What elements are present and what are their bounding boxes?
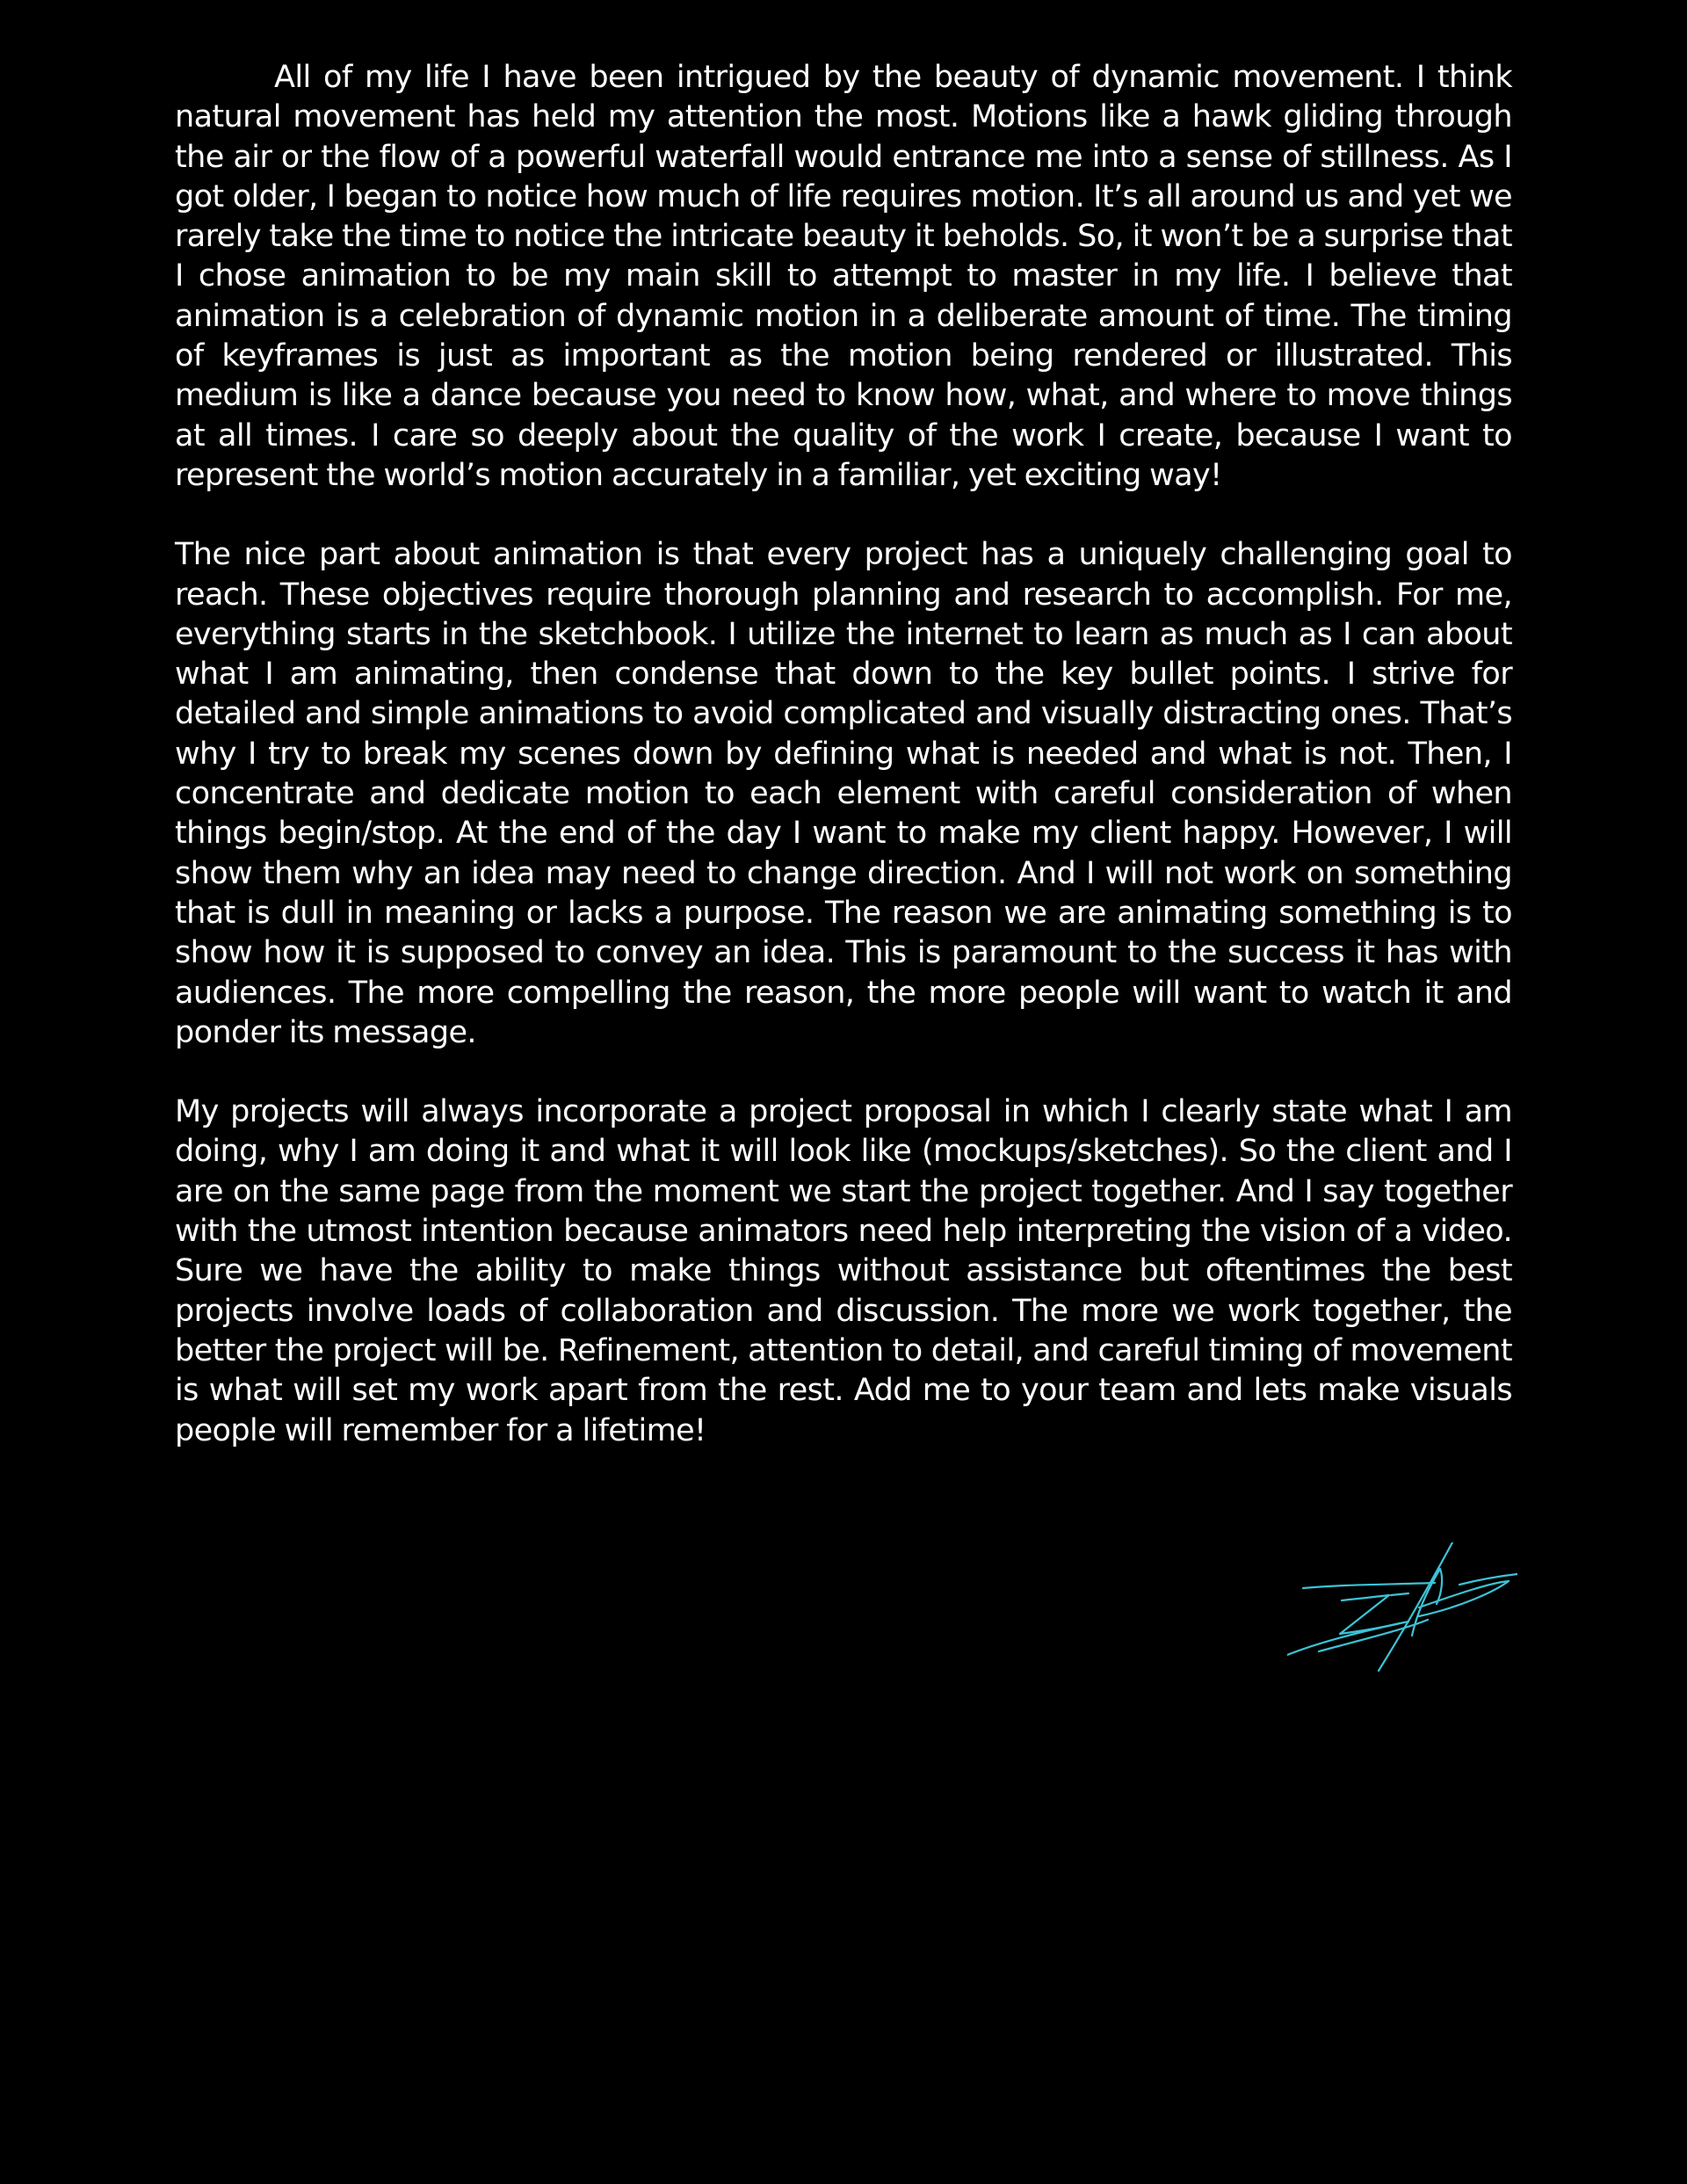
handwritten-signature-icon bbox=[1287, 1542, 1517, 1672]
letter-body bbox=[175, 58, 1512, 1491]
paragraph-3: My projects will always incorporate a project proposal in which I clearly state what I am doing, why I am doing it and what it will look like (mockups/sketches). So the client and I are on the same page from the moment we start the project together. And I say together with the utmost intention because animators need help interpreting the vision of a video. Sure we have the ability to make things without assistance but oftentimes the best projects involve loads of collaboration and discussion. The more we work together, the better the project will be. Refinement, attention to detail, and careful timing of movement is what will set my work apart from the rest. Add me to your team and lets make visuals people will remember for a lifetime! bbox=[175, 1094, 1512, 1448]
paragraph-2: The nice part about animation is that every project has a uniquely challenging goal to reach. These objectives require thorough planning and research to accomplish. For me, everything starts in the sketchbook. I utilize the internet to learn as much as I can about what I am animating, then condense that down to the key bullet points. I strive for detailed and simple animations to avoid complicated and visually distracting ones. That’s why I try to break my scenes down by defining what is needed and what is not. Then, I concentrate and dedicate motion to each element with careful consideration of when things begin/stop. At the end of the day I want to make my client happy. However, I will show them why an idea may need to change direction. And I will not work on something that is dull in meaning or lacks a purpose. The reason we are animating something is to show how it is supposed to convey an idea. This is paramount to the success it has with audiences. The more compelling the reason, the more people will want to watch it and ponder its message. bbox=[175, 537, 1512, 1050]
paragraph-1: All of my life I have been intrigued by the beauty of dynamic movement. I think natural movement has held my attention the most. Motions like a hawk gliding through the air or the flow of a powerful waterfall would entrance me into a sense of stillness. As I got older, I began to notice how much of life requires motion. It’s all around us and yet we rarely take the time to notice the intricate beauty it beholds. So, it won’t be a surprise that I chose animation to be my main skill to attempt to master in my life. I believe that animation is a celebration of dynamic motion in a deliberate amount of time. The timing of keyframes is just as important as the motion being rendered or illustrated. This medium is like a dance because you need to know how, what, and where to move things at all times. I care so deeply about the quality of the work I create, because I want to represent the world’s motion accurately in a familiar, yet exciting way! bbox=[175, 60, 1512, 493]
